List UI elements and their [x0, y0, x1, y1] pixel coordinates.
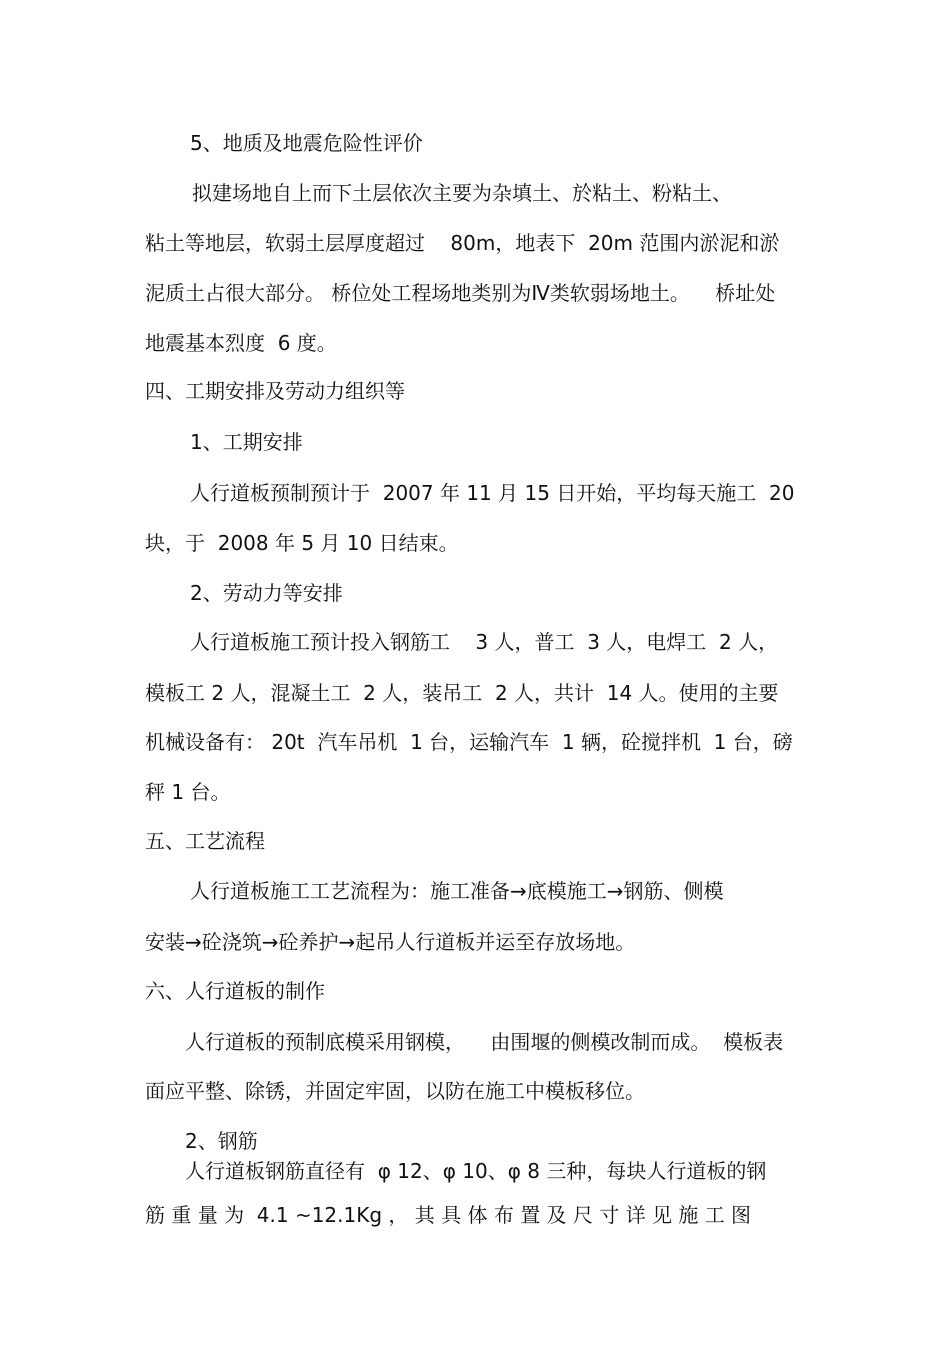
subsection-heading-schedule: 1、工期安排 — [190, 430, 303, 454]
paragraph-line: 机械设备有： 20t 汽车吊机 1 台，运输汽车 1 辆，砼搅拌机 1 台，磅 — [145, 730, 793, 754]
paragraph-line: 人行道板钢筋直径有 φ 12、φ 10、φ 8 三种，每块人行道板的钢 — [185, 1159, 767, 1183]
section-heading-schedule: 四、工期安排及劳动力组织等 — [145, 379, 405, 403]
section-heading-process: 五、工艺流程 — [145, 829, 265, 853]
paragraph-line: 模板工 2 人，混凝土工 2 人，装吊工 2 人，共计 14 人。使用的主要 — [145, 681, 779, 705]
subsection-heading-labor: 2、劳动力等安排 — [190, 581, 343, 605]
paragraph-line: 人行道板的预制底模采用钢模， 由围堰的侧模改制而成。 模板表 — [185, 1030, 784, 1054]
paragraph-line: 筋 重 量 为 4.1 ~12.1Kg ， 其 具 体 布 置 及 尺 寸 详 见 施 工 图 — [145, 1203, 752, 1227]
section-heading-geology: 5、地质及地震危险性评价 — [190, 131, 423, 155]
paragraph-line: 人行道板施工预计投入钢筋工 3 人，普工 3 人，电焊工 2 人， — [190, 630, 779, 654]
paragraph-line: 面应平整、除锈，并固定牢固，以防在施工中模板移位。 — [145, 1079, 645, 1103]
paragraph-line: 拟建场地自上而下土层依次主要为杂填土、於粘土、粉粘土、 — [192, 181, 732, 205]
paragraph-line: 泥质土占很大部分。 桥位处工程场地类别为Ⅳ类软弱场地土。 桥址处 — [145, 281, 776, 305]
paragraph-line: 人行道板施工工艺流程为：施工准备→底模施工→钢筋、侧模 — [190, 879, 724, 903]
section-heading-fabrication: 六、人行道板的制作 — [145, 979, 325, 1003]
paragraph-line: 秤 1 台。 — [145, 780, 231, 804]
subsection-heading-rebar: 2、钢筋 — [185, 1129, 258, 1153]
paragraph-line: 粘土等地层，软弱土层厚度超过 80m，地表下 20m 范围内淤泥和淤 — [145, 231, 780, 255]
paragraph-line: 安装→砼浇筑→砼养护→起吊人行道板并运至存放场地。 — [145, 930, 636, 954]
paragraph-line: 块，于 2008 年 5 月 10 日结束。 — [145, 531, 459, 555]
paragraph-line: 地震基本烈度 6 度。 — [145, 331, 337, 355]
paragraph-line: 人行道板预制预计于 2007 年 11 月 15 日开始，平均每天施工 20 — [190, 481, 795, 505]
